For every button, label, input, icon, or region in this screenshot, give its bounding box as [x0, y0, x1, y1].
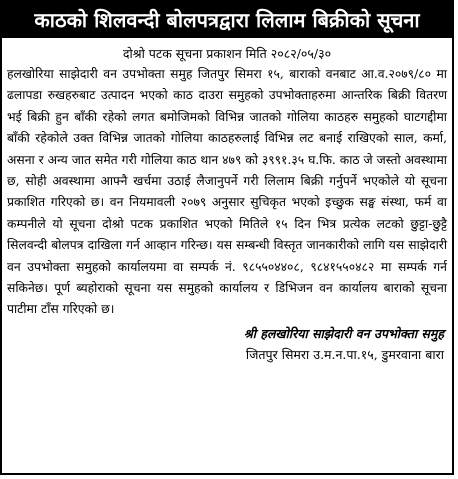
publication-date: दोश्रो पटक सूचना प्रकाशन मिति २०८२/०५/३०: [122, 46, 332, 61]
notice-title: काठको शिलवन्दी बोलपत्रद्वारा लिलाम बिक्रीको सूचना: [2, 2, 452, 38]
signature-address: जितपुर सिमरा उ.म.न.पा.१५, डुमरवाना बारा: [245, 346, 444, 362]
signature-organization: श्री हलखोरिया साझेदारी वन उपभोक्ता समुह: [243, 325, 444, 341]
notice-body: हलखोरिया साझेदारी वन उपभोक्ता समुह जितपुर सिमरा १५, बाराको वनबाट आ.व.२०७९/८० मा ढलापडा रुखहरुबाट उत्पादन भएको काठ दाउरा समुहको उपभोक्ताहरुमा आन्तरिक बिक्री वितरण भई बिक्री हुन बाँकी रहेको लगत बमोजिमको विभिन्न जातको गोलिया काठहरु समुहको घाटगद्दीमा बाँकी रहेकोले उक्त विभिन्न जातको गोलिया काठहरुलाई विभिन्न लट बनाई राखिएको साल, कर्मा, असना र अन्य जात समेत गरी गोलिया काठ थान ४७९ को ३९९१.३५ घ.फि. काठ जे जस्तो अवस्थामा छ, सोही अवस्थामा आफ्नै खर्चमा उठाई लैजानुपर्ने गरी लिलाम बिक्री गर्नुपर्ने भएकोले यो सूचना प्रकाशित गरिएको छ। वन नियमावली २०७९ अनुसार सुचिकृत भएको इच्छुक सङ्घ संस्था, फर्म वा कम्पनीले यो सूचना दोश्रो पटक प्रकाशित भएको मितिले १५ दिन भित्र प्रत्येक लटको छुट्टा-छुट्टै सिलवन्दी बोलपत्र दाखिला गर्न आव्हान गरिन्छ। यस सम्बन्धी विस्तृत जानकारीको लागि यस साझेदारी वन उपभोक्ता समुहको कार्यालयमा वा सम्पर्क नं. ९८५५०४४०८, ९८४१५५०४८२ मा सम्पर्क गर्न सकिनेछ। पूर्ण ब्यहोराको सूचना यस समुहको कार्यालय र डिभिजन वन कार्यालय बाराको सूचना पाटीमा टाँस गरिएको छ।: [7, 67, 447, 317]
